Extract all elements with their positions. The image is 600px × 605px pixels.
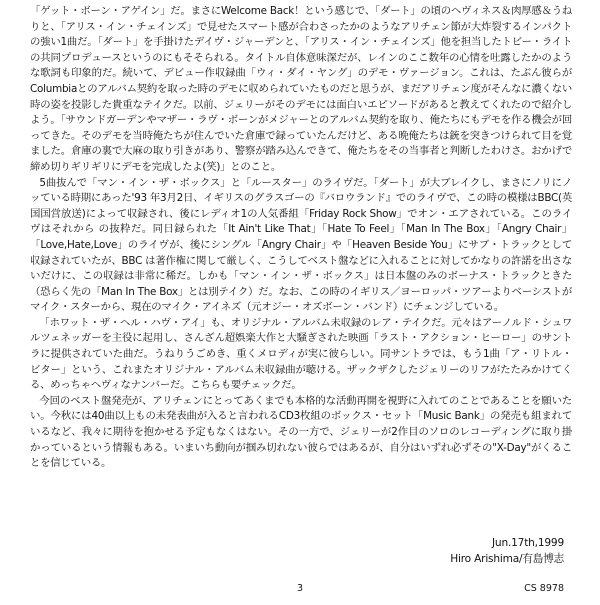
- paragraph-get-born-again: 「ゲット・ボーン・アゲイン」だ。まさにWelcome Back！という感じで、「ダート」の頃のヘヴィネス＆肉厚感＆うねりと、「アリス・イン・チェインズ」で見せたスマート感が合わさったかのようなアリチェン節が大炸裂するインパクトの強い1曲だ。「ダート」を手掛けたデイヴ・ジャーデンと、「アリス・イン・チェインズ」他を担当したトビー・ライトの共同プロデュースというのにもそそられる。タイトル自体意味深だが、レインのここ数年の心情を吐露したかのような歌詞も印象的だ。続いて、デビュー作収録曲「ウィ・ダイ・ヤング」のデモ・ヴァージョン。これは、たぶん彼らがColumbiaとのアルバム契約を取った時のデモに収められていたものだと思うが、まだアリチェン度がそんなに濃くない時の姿を投影した貴重なテイクだ。以前、ジェリーがそのデモには面白いエピソードがあると教えてくれたので紹介しよう。「サウンドガーデンやマザー・ラヴ・ボーンがメジャーとのアルバム契約を取り、俺たちにもデモを作る機会が回ってきた。そのデモを当時俺たちが住んでいた倉庫で録っていたんだけど、ある晩俺たちは銃を突きつけられて目を覚ました。倉庫の裏で大麻の取り引きがあり、警察が踏み込んできて、俺たちをその当事者と判断したわけさ。おかげで締め切りギリギリにデモを完成したよ(笑)」とのこと。: [30, 5, 572, 173]
- paragraph-best-of-release: 今回のベスト盤発売が、アリチェンにとってあくまでも本格的な活動再開を視野に入れてのことであることを願いたい。今秋には40曲以上もの未発表曲が入ると言われるCD3枚組のボックス・セット「Music Bank」の発売も組まれているなど、我々に期待を抱かせる予定もなくはない。その一方で、ジェリーが2作目のソロのレコーディングに取り掛かっているという情報もある。いまいち動向が掴み切れない彼らではあるが、自分はいずれ必ずその"X-Day"がくることを信じている。: [30, 394, 572, 470]
- page-number: 3: [296, 583, 304, 594]
- signature-date: Jun.17th,1999: [492, 537, 564, 549]
- signature-block: [450, 536, 564, 567]
- catalog-number: CS 8978: [524, 583, 564, 594]
- paragraph-live-tracks: 5曲抜んで「マン・イン・ザ・ボックス」と「ルースター」のライヴだ。「ダート」が大ブレイクし、まさにノリにノッている時期にあった'93 年3月2日、イギリスのグラスゴーの『バロウランド』でのライヴで、この時の模様はBBC(英国国営放送)によって収録され、後にレディオ1の人気番組「Friday Rock Show」でオン・エアされている。このライヴはそれから の抜粋だ。同日録られた「It Ain't Like That」「Hate To Feel」「Man In The Box」「Angry Chair」「Love,Hate,Love」のライヴが、後にシングル「Angry Chair」や「Heaven Beside You」にサブ・トラックとして収録されていたが、BBC は著作権に関して厳しく、こうしてベスト盤などに入れることに対してかなりの許諾を出さないだけに、この収録は非常に稀だ。しかも「マン・イン・ザ・ボックス」は日本盤のみのボーナス・トラックときた（恐らく先の「Man In The Box」とは別テイク）だ。なお、この時のイギリス／ヨーロッパ・ツアーよりベーシストがマイク・スターから、現在のマイク・アイネズ（元オジー・オズボーン・バンド）にチェンジしている。: [30, 176, 572, 314]
- liner-notes-body: [30, 4, 572, 472]
- paragraph-what-the-hell: 「ホワット・ザ・ヘル・ハヴ・アイ」も、オリジナル・アルバム未収録のレア・テイクだ。元々はアーノルド・シュワルツェネッガーを主役に起用し、さんざん超娯楽大作と大騒ぎされた映画「ラスト・アクション・ヒーロー」のサントラに提供されていた曲だ。うねりうごめき、重くメロディが実に彼らしい。同サントラでは、もう1曲「ア・リトル・ビター」という、これまたオリジナル・アルバム未収録曲が聴ける。ザックザクしたジェリーのリフがたたみかけてくる、めっちゃヘヴィなナンバーだ。こちらも要チェックだ。: [30, 316, 572, 392]
- signature-author: Hiro Arishima/有島博志: [450, 552, 564, 565]
